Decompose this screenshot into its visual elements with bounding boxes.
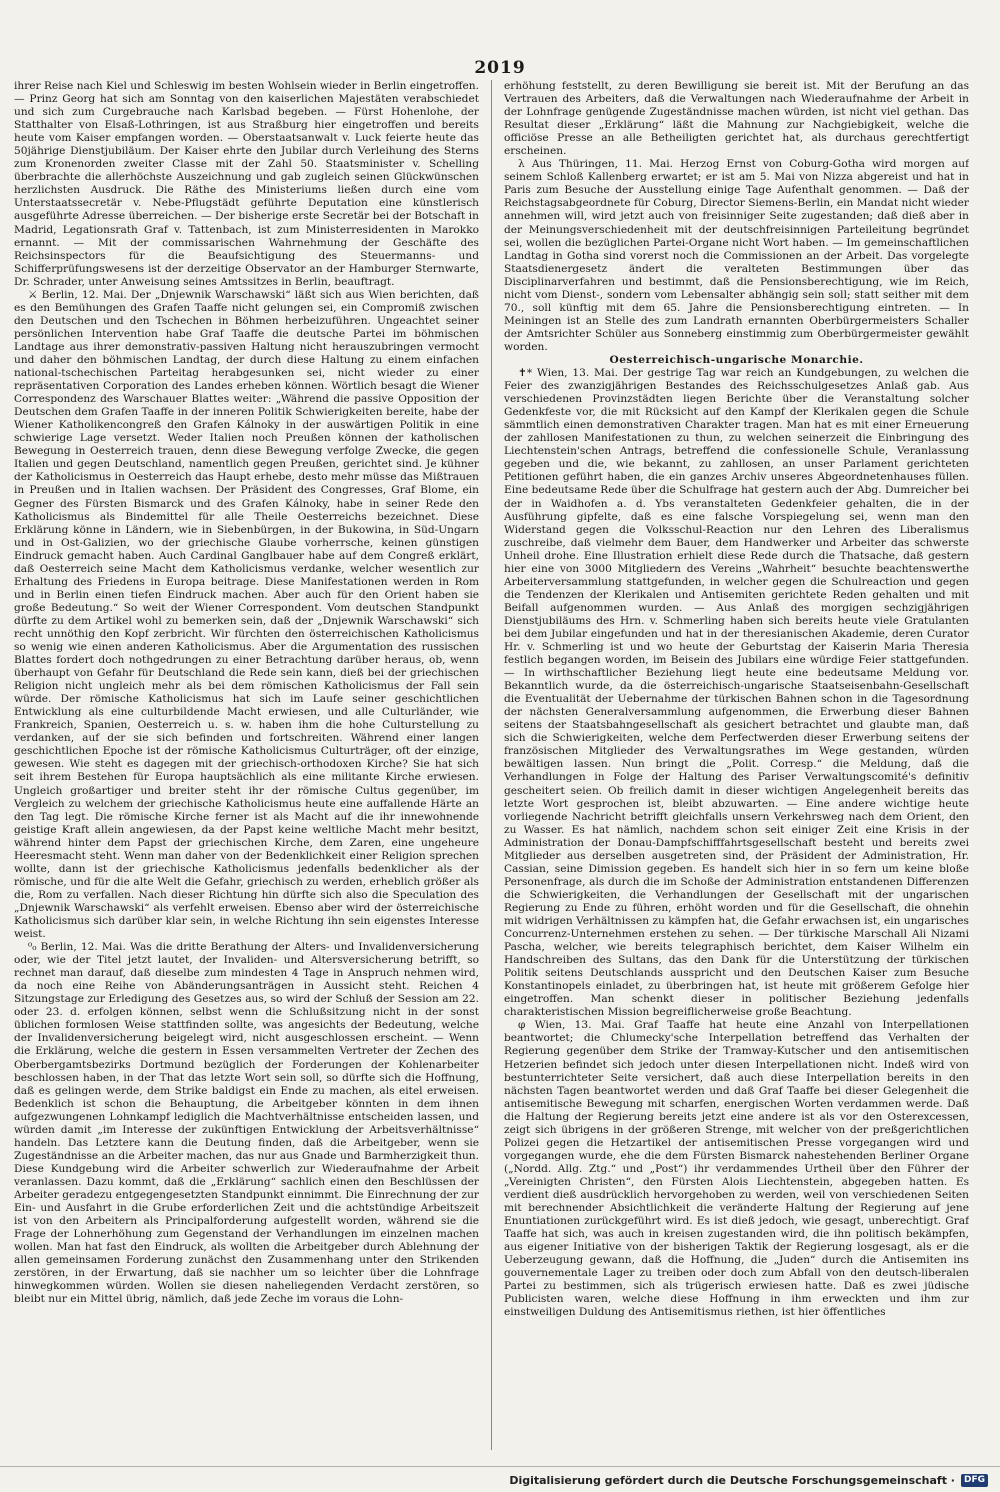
- paragraph: φ Wien, 13. Mai. Graf Taaffe hat heute eine Anzahl von Interpellationen beantwortet; die Chlumecky'sche Interpellation betreffend das Verhalten der Regierung gegenüber dem Strike der Tramway-Kutscher und den antisemitischen Hetzerien befindet sich jedoch unter diesen Interpellationen nicht. Indeß wird von bestunterrichteter Seite versichert, daß auch diese Interpellation bereits in den nächsten Tagen beantwortet werden und daß Graf Taaffe bei dieser Gelegenheit die antisemitische Bewegung mit scharfen, energischen Worten verdammen werde. Daß die Haltung der Regierung bereits jetzt eine andere ist als vor den Osterexcessen, zeigt sich übrigens in der größeren Strenge, mit welcher von der preßgerichtlichen Polizei gegen die Hetzartikel der antisemitischen Presse vorgegangen wird und vorgegangen wurde, ehe die dem Fürsten Bismarck nahestehenden Berliner Organe („Nordd. Allg. Ztg.“ und „Post“) ihr verdammendes Urtheil über den Führer der „Vereinigten Christen“, den Fürsten Alois Liechtenstein, abgegeben hatten. Es verdient dieß ausdrücklich hervorgehoben zu werden, weil von verschiedenen Seiten mit berechnender Absichtlichkeit die veränderte Haltung der Regierung auf jene Enuntiationen zurückgeführt wird. Es ist dieß jedoch, wie gesagt, unberechtigt. Graf Taaffe hat sich, was auch in kreisen zugestanden wird, die ihn politisch bekämpfen, aus eigener Initiative von der bisherigen Taktik der Regierung losgesagt, als er die Ueberzeugung gewann, daß die Hoffnung, die „Juden“ durch die Antisemiten ins gouvernementale Lager zu treiben oder doch zum Abfall von den deutsch-liberalen Partei zu bestimmen, sich als trügerisch erwiesen hatte. Daß es zwei jüdische Publicisten waren, welche diese Hoffnung in ihm erweckten und ihm zur einstweiligen Duldung des Antisemitismus riethen, ist hier öffentliches: [504, 1019, 969, 1319]
- dfg-logo-icon: DFG: [961, 1474, 988, 1487]
- paragraph: ⁰₀ Berlin, 12. Mai. Was die dritte Berathung der Alters- und Invalidenversicherung oder, wie der Titel jetzt lautet, der Invaliden- und Altersversicherung betrifft, so rechnet man darauf, daß dieselbe zum mindesten 4 Tage in Anspruch nehmen wird, da noch eine Reihe von Abänderungsanträgen in Aussicht steht. Reichen 4 Sitzungstage zur Erledigung des Gesetzes aus, so wird der Schluß der Session am 22. oder 23. d. erfolgen können, selbst wenn die Schlußsitzung nicht in der sonst üblichen formlosen Weise stattfinden sollte, was angesichts der Bedeutung, welche der Invalidenversicherung beigelegt wird, nicht ausgeschlossen erscheint. — Wenn die Erklärung, welche die gestern in Essen versammelten Vertreter der Zechen des Oberbergamtsbezirks Dortmund bezüglich der Forderungen der Kohlenarbeiter beschlossen haben, in der That das letzte Wort sein soll, so dürfte sich die Hoffnung, daß es gelingen werde, dem Strike baldigst ein Ende zu machen, als eitel erweisen. Bedenklich ist schon die Behauptung, die Arbeitgeber könnten in dem ihnen aufgezwungenen Lohnkampf lediglich die Machtverhältnisse entscheiden lassen, und würden damit „im Interesse der zukünftigen Entwicklung der Arbeitsverhältnisse“ handeln. Das Letztere kann die Deutung finden, daß die Arbeitgeber, wenn sie Zugeständnisse an die Arbeiter machen, das nur aus Gnade und Barmherzigkeit thun. Diese Kundgebung wird die Arbeiter schwerlich zur Wiederaufnahme der Arbeit veranlassen. Dazu kommt, daß die „Erklärung“ sachlich einen den Beschlüssen der Arbeiter geradezu entgegengesetzten Standpunkt einnimmt. Die Einrechnung der zur Ein- und Ausfahrt in die Grube erforderlichen Zeit und die achtstündige Arbeitszeit ist von den Arbeitern als Principalforderung aufgestellt worden, während sie die Frage der Lohnerhöhung zum Gegenstand der Verhandlungen im einzelnen machen wollen. Man hat fast den Eindruck, als wollten die Arbeitgeber durch Ablehnung der allen gemeinsamen Forderung zunächst den Zusammenhang unter den Strikenden zerstören, in der Erwartung, daß sie nachher um so leichter über die Lohnfrage hinwegkommen würden. Wollen sie diesen naheliegenden Verdacht zerstören, so bleibt nur ein Mittel übrig, nämlich, daß jede Zeche im voraus die Lohn-: [14, 941, 479, 1306]
- paragraph: ✝* Wien, 13. Mai. Der gestrige Tag war reich an Kundgebungen, zu welchen die Feier des zwanzigjährigen Bestandes des Reichsschulgesetzes Anlaß gab. Aus verschiedenen Provinzstädten liegen Berichte über die Veranstaltung solcher Gedenkfeste vor, die mit Rücksicht auf den Kampf der Klerikalen gegen die Schule sämmtlich einen demonstrativen Charakter tragen. Man hat es mit einer Erneuerung der zahllosen Manifestationen zu thun, zu welchen seinerzeit die Einbringung des Liechtenstein'schen Antrags, betreffend die confessionelle Schule, Veranlassung gegeben und die, wie bekannt, zu zahllosen, an unser Parlament gerichteten Petitionen geführt haben, die ein ganzes Archiv unseres Abgeordnetenhauses füllen. Eine bedeutsame Rede über die Schulfrage hat gestern auch der Abg. Dumreicher bei der in Waidhofen a. d. Ybs veranstalteten Gedenkfeier gehalten, die in der Ausführung gipfelte, daß es eine falsche Vorspiegelung sei, wenn man den Widerstand gegen die Volksschul-Reaction nur den Lehren des Liberalismus zuschreibe, daß vielmehr dem Bauer, dem Handwerker und Arbeiter das schwerste Unheil drohe. Eine Illustration erhielt diese Rede durch die Thatsache, daß gestern hier eine von 3000 Mitgliedern des Vereins „Wahrheit“ besuchte beachtenswerthe Arbeiterversammlung stattgefunden, in welcher gegen die Schulreaction und gegen die Tendenzen der Klerikalen und Antisemiten gerichtete Reden gehalten und mit Beifall aufgenommen wurden. — Aus Anlaß des morgigen sechzigjährigen Dienstjubiläums des Hrn. v. Schmerling haben sich bereits heute viele Gratulanten bei dem Jubilar eingefunden und hat in der theresianischen Akademie, deren Curator Hr. v. Schmerling ist und wo heute der Geburtstag der Kaiserin Maria Theresia festlich begangen worden, im Beisein des Jubilars eine würdige Feier stattgefunden. — In wirthschaftlicher Beziehung liegt heute eine bedeutsame Meldung vor. Bekanntlich wurde, da die österreichisch-ungarische Staatseisenbahn-Gesellschaft die Eventualität der Uebernahme der türkischen Bahnen schon in die Tagesordnung der nächsten Generalversammlung aufgenommen, die Erwerbung dieser Bahnen seitens der Staatsbahngesellschaft als gesichert betrachtet und glaubte man, daß sich die Schwierigkeiten, welche dem Perfectwerden dieser Erwerbung seitens der französischen Mitglieder des Verwaltungsrathes im Wege gestanden, würden bewältigen lassen. Nun bringt die „Polit. Corresp.“ die Meldung, daß die Verhandlungen in Folge der Haltung des Pariser Verwaltungscomité's definitiv gescheitert seien. Ob freilich damit in dieser wichtigen Angelegenheit bereits das letzte Wort gesprochen ist, bleibt abzuwarten. — Eine andere wichtige heute vorliegende Nachricht betrifft gleichfalls unsern Verkehrsweg nach dem Orient, den zu Wasser. Es hat nämlich, nachdem schon seit einiger Zeit eine Krisis in der Administration der Donau-Dampfschifffahrtsgesellschaft besteht und bereits zwei Mitglieder aus derselben ausgetreten sind, der Präsident der Administration, Hr. Cassian, seine Dimission gegeben. Es handelt sich hier in so fern um keine bloße Personenfrage, als durch die im Schoße der Administration entstandenen Differenzen die Schwierigkeiten, die Verhandlungen der Gesellschaft mit der ungarischen Regierung zu Ende zu führen, erhöht worden und für die Gesellschaft, die ohnehin mit widrigen Verhältnissen zu kämpfen hat, die Gefahr erwachsen ist, ein ungarisches Concurrenz-Unternehmen erstehen zu sehen. — Der türkische Marschall Ali Nizami Pascha, welcher, wie bereits telegraphisch berichtet, dem Kaiser Wilhelm ein Handschreiben des Sultans, das den Dank für die Unterstützung der türkischen Politik seitens Deutschlands ausspricht und den Deutschen Kaiser zum Besuche Konstantinopels einladet, zu überbringen hat, ist heute mit größerem Gefolge hier eingetroffen. Man schenkt dieser in politischer Beziehung jedenfalls charakteristischen Mission begreiflicherweise große Beachtung.: [504, 367, 969, 1019]
- paragraph: erhöhung feststellt, zu deren Bewilligung sie bereit ist. Mit der Berufung an das Vertrauen des Arbeiters, daß die Verwaltungen nach Wiederaufnahme der Arbeit in der Lohnfrage genügende Zugeständnisse machen würden, ist nicht viel gethan. Das Resultat dieser „Erklärung“ läßt die Mahnung zur Nachgiebigkeit, welche die officiöse Presse an alle Betheiligten gerichtet hat, als durchaus gerechtfertigt erscheinen.: [504, 80, 969, 158]
- right-column: [504, 80, 969, 1450]
- page-number: 2019: [474, 58, 526, 78]
- paragraph: λ Aus Thüringen, 11. Mai. Herzog Ernst von Coburg-Gotha wird morgen auf seinem Schloß Kallenberg erwartet; er ist am 5. Mai von Nizza abgereist und hat in Paris zum Besuche der Ausstellung einige Tage Aufenthalt genommen. — Daß der Reichstagsabgeordnete für Coburg, Director Siemens-Berlin, ein Mandat nicht wieder annehmen will, wird jetzt auch von freisinniger Seite zugestanden; daß dieß aber in der Meinungsverschiedenheit mit der deutschfreisinnigen Parteileitung begründet sei, wollen die bezüglichen Partei-Organe nicht Wort haben. — Im gemeinschaftlichen Landtag in Gotha sind vorerst noch die Commissionen an der Arbeit. Das vorgelegte Staatsdienergesetz ändert die veralteten Bestimmungen über das Disciplinarverfahren und bestimmt, daß die Pensionsberechtigung, wie im Reich, nicht vom Dienst-, sondern vom Lebensalter abhängig sein soll; statt seither mit dem 70., soll künftig mit dem 65. Jahre die Pensionsberechtigung eintreten. — In Meiningen ist an Stelle des zum Landrath ernannten Oberbürgermeisters Schaller der Amtsrichter Schüler aus Sonneberg einstimmig zum Oberbürgermeister gewählt worden.: [504, 158, 969, 353]
- column-divider: [491, 80, 492, 1450]
- footer-divider: [0, 1466, 1000, 1467]
- left-column: [14, 80, 479, 1450]
- paragraph: ihrer Reise nach Kiel und Schleswig im besten Wohlsein wieder in Berlin eingetroffen. — Prinz Georg hat sich am Sonntag von den kaiserlichen Majestäten verabschiedet und sich zum Curgebrauche nach Karlsbad begeben. — Fürst Hohenlohe, der Statthalter von Elsaß-Lothringen, ist aus Straßburg hier eingetroffen und bereits heute vom Kaiser empfangen worden. — Oberstaatsanwalt v. Luck feierte heute das 50jährige Dienstjubiläum. Der Kaiser ehrte den Jubilar durch Verleihung des Sterns zum Kronenorden zweiter Classe mit der Zahl 50. Staatsminister v. Schelling überbrachte die allerhöchste Auszeichnung und gab zugleich seinen Glückwünschen herzlichsten Ausdruck. Die Räthe des Ministeriums ließen durch eine vom Unterstaatssecretär v. Nebe-Pflugstädt geführte Deputation eine künstlerisch ausgeführte Adresse überreichen. — Der bisherige erste Secretär bei der Botschaft in Madrid, Legationsrath Graf v. Tattenbach, ist zum Ministerresidenten in Marokko ernannt. — Mit der commissarischen Wahrnehmung der Geschäfte des Reichsinspectors für die Beaufsichtigung des Steuermanns- und Schifferprüfungswesens ist der derzeitige Observator an der Hamburger Sternwarte, Dr. Schrader, unter Anweisung seines Amtssitzes in Berlin, beauftragt.: [14, 80, 479, 288]
- footer-credit: Digitalisierung gefördert durch die Deutsche Forschungsgemeinschaft ·: [509, 1473, 955, 1487]
- section-heading: Oesterreichisch-ungarische Monarchie.: [609, 353, 864, 366]
- footer: [509, 1472, 988, 1488]
- paragraph: ⚔ Berlin, 12. Mai. Der „Dnjewnik Warschawski“ läßt sich aus Wien berichten, daß es den Bemühungen des Grafen Taaffe nicht gelungen sei, ein Compromiß zwischen den Deutschen und den Tschechen in Böhmen herbeizuführen. Ungeachtet seiner persönlichen Intervention habe Graf Taaffe die deutsche Partei im böhmischen Landtage aus ihrer demonstrativ-passiven Haltung nicht herauszubringen vermocht und daher den böhmischen Landtag, der durch diese Haltung zu einem einfachen national-tschechischen Parteitag herabgesunken sei, nicht wieder zu einer repräsentativen Corporation des Landes erheben können. Wörtlich besagt die Wiener Correspondenz des Warschauer Blattes weiter: „Während die passive Opposition der Deutschen dem Grafen Taaffe in der inneren Politik Schwierigkeiten bereite, habe der Wiener Katholikencongreß den Grafen Kálnoky in der auswärtigen Politik in eine schwierige Lage versetzt. Weder Italien noch Preußen können der katholischen Bewegung in Oesterreich trauen, denn diese Bewegung verfolge Zwecke, die gegen Italien und gegen Deutschland, namentlich gegen Preußen, gerichtet sind. Je kühner der Katholicismus in Oesterreich das Haupt erhebe, desto mehr müsse das Mißtrauen in Preußen und in Italien wachsen. Der Präsident des Congresses, Graf Blome, ein Gegner des Fürsten Bismarck und des Grafen Kálnoky, habe in seiner Rede den Katholicismus als Bindemittel für alle Theile Oesterreichs bezeichnet. Diese Erklärung könne in Ländern, wie in Siebenbürgen, in der Bukowina, in Süd-Ungarn und in Ost-Galizien, wo der griechische Glaube vorherrsche, keinen günstigen Eindruck gemacht haben. Auch Cardinal Ganglbauer habe auf dem Congreß erklärt, daß Oesterreich seine Macht dem Katholicismus verdanke, welcher wesentlich zur Erhaltung des Friedens in Europa beitrage. Diese Manifestationen werden in Rom und in Berlin einen tiefen Eindruck machen. Aber auch für den Orient haben sie große Bedeutung.“ So weit der Wiener Correspondent. Vom deutschen Standpunkt dürfte zu dem Artikel wohl zu bemerken sein, daß der „Dnjewnik Warschawski“ sich recht unnöthig den Kopf zerbricht. Wir fürchten den österreichischen Katholicismus so wenig wie einen anderen Katholicismus. Aber die Argumentation des russischen Blattes fordert doch nothgedrungen zu einer Betrachtung darüber heraus, ob, wenn überhaupt von Gefahr für Deutschland die Rede sein kann, dieß bei der griechischen Religion nicht ungleich mehr als bei dem römischen Katholicismus der Fall sein würde. Der römische Katholicismus hat sich im Laufe seiner geschichtlichen Entwicklung als eine culturbildende Macht erwiesen, und alle Culturländer, wie Frankreich, Spanien, Oesterreich u. s. w. haben ihm die hohe Culturstellung zu verdanken, auf der sie sich befinden und fortschreiten. Während einer langen geschichtlichen Epoche ist der römische Katholicismus Culturträger, oft der einzige, gewesen. Wie steht es dagegen mit der griechisch-orthodoxen Kirche? Sie hat sich seit ihrem Bestehen für Europa hauptsächlich als eine militante Kirche erwiesen. Ungleich großartiger und breiter steht ihr der römische Cultus gegenüber, im Vergleich zu welchem der griechische Katholicismus heute eine auffallende Härte an den Tag legt. Die römische Kirche ferner ist als Macht auf die ihr innewohnende geistige Kraft allein angewiesen, da der Papst keine weltliche Macht mehr besitzt, während hinter dem Papst der griechischen Kirche, dem Zaren, eine ungeheure Heeresmacht steht. Wenn man daher von der Bedenklichkeit einer Religion sprechen wollte, dann ist der griechische Katholicismus jedenfalls bedenklicher als der römische, und für die alte Welt die Gefahr, griechisch zu werden, erheblich größer als die, Rom zu verfallen. Nach dieser Richtung hin dürfte sich also die Speculation des „Dnjewnik Warschawski“ als verfehlt erweisen. Ebenso aber wird der österreichische Katholicismus sich darüber klar sein, in welche Richtung ihn sein eigenstes Interesse weist.: [14, 288, 479, 941]
- article-columns: [14, 80, 984, 1450]
